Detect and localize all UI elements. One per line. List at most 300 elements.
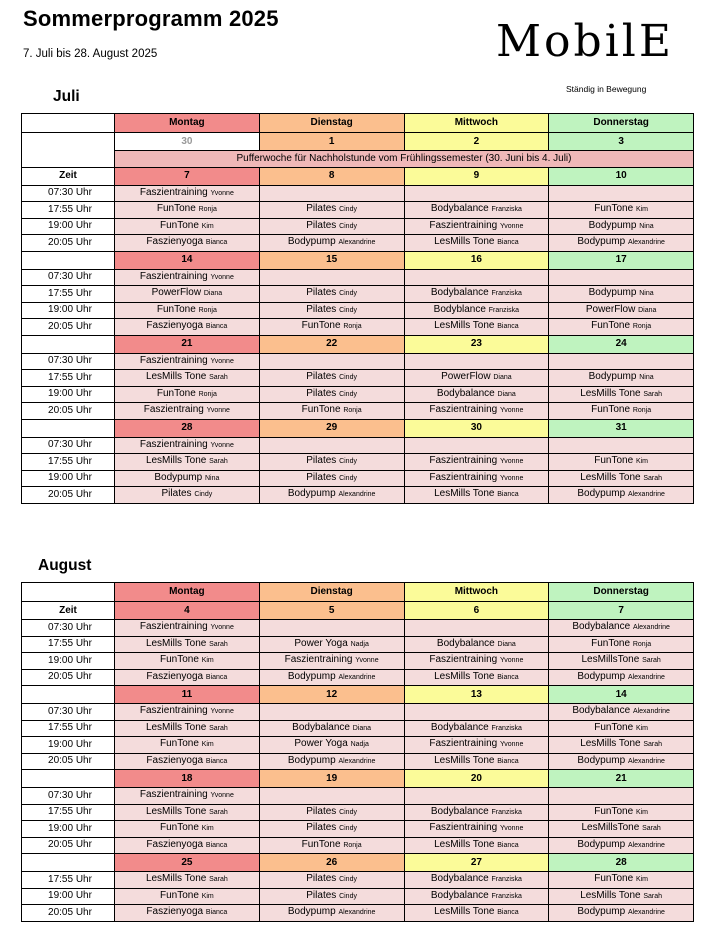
trainer-name: Ronja xyxy=(632,640,652,648)
trainer-name: Cindy xyxy=(339,825,357,833)
trainer-name: Cindy xyxy=(339,876,357,884)
table-row xyxy=(22,353,694,370)
class-name: Pilates xyxy=(306,805,337,817)
lesson-cell xyxy=(549,403,694,420)
class-name: PowerFlow xyxy=(441,371,491,383)
trainer-name: Cindy xyxy=(339,222,357,230)
lesson-cell xyxy=(549,218,694,235)
date-number: 26 xyxy=(259,854,404,872)
lesson-cell xyxy=(115,470,260,487)
date-number: 13 xyxy=(404,686,549,704)
time-slot: 07:30 Uhr xyxy=(22,353,115,370)
lesson-cell xyxy=(115,185,260,202)
trainer-name: Yvonne xyxy=(210,441,234,449)
class-name: LesMills Tone xyxy=(145,371,207,383)
class-name: FunTone xyxy=(591,637,631,649)
lesson-cell xyxy=(404,302,549,319)
page-title: Sommerprogramm 2025 xyxy=(23,6,279,31)
date-number: 21 xyxy=(549,770,694,788)
lesson-cell xyxy=(549,185,694,202)
lesson-cell xyxy=(404,669,549,686)
trainer-name: Alexandrine xyxy=(627,841,665,849)
mobile-logo xyxy=(496,14,674,98)
date-number: 16 xyxy=(404,251,549,269)
lesson-cell xyxy=(115,620,260,637)
table-row xyxy=(22,636,694,653)
schedule-table-august xyxy=(21,582,694,922)
lesson-cell xyxy=(259,185,404,202)
lesson-cell xyxy=(404,636,549,653)
date-number: 27 xyxy=(404,854,549,872)
time-slot: 19:00 Uhr xyxy=(22,302,115,319)
lesson-cell xyxy=(549,804,694,821)
class-name: Bodypump xyxy=(588,287,637,299)
trainer-name: Franziska xyxy=(488,306,520,314)
trainer-name: Cindy xyxy=(339,306,357,314)
date-number: 2 xyxy=(404,133,549,151)
lesson-cell xyxy=(115,888,260,905)
date-number: 17 xyxy=(549,251,694,269)
lesson-cell xyxy=(259,737,404,754)
class-name: FunTone xyxy=(159,822,199,834)
table-row xyxy=(22,753,694,770)
date-number: 7 xyxy=(115,167,260,185)
trainer-name: Alexandrine xyxy=(338,491,376,499)
trainer-name: Yvonne xyxy=(210,708,234,716)
class-name: Bodybalance xyxy=(430,873,489,885)
trainer-name: Kim xyxy=(201,741,214,749)
lesson-cell xyxy=(115,370,260,387)
trainer-name: Yvonne xyxy=(499,222,524,230)
trainer-name: Alexandrine xyxy=(627,239,665,247)
trainer-name: Alexandrine xyxy=(338,239,376,247)
lesson-cell xyxy=(404,620,549,637)
class-name: Faszientraining xyxy=(429,822,498,834)
lesson-cell xyxy=(549,636,694,653)
trainer-name: Cindy xyxy=(339,374,357,382)
lesson-cell xyxy=(404,804,549,821)
trainer-name: Ronja xyxy=(343,841,362,849)
class-name: LesMills Tone xyxy=(580,471,641,483)
class-name: Faszientraining xyxy=(429,738,498,750)
date-number: 30 xyxy=(115,133,260,151)
class-name: FunTone xyxy=(594,203,634,215)
class-name: Faszientraing xyxy=(143,404,204,416)
lesson-cell xyxy=(549,620,694,637)
date-row xyxy=(22,167,694,185)
table-row xyxy=(22,319,694,336)
trainer-name: Cindy xyxy=(339,290,357,298)
time-slot: 20:05 Uhr xyxy=(22,753,115,770)
table-row xyxy=(22,487,694,504)
month-title-august: August xyxy=(38,557,92,574)
trainer-name: Kim xyxy=(201,825,214,833)
time-slot: 07:30 Uhr xyxy=(22,788,115,805)
date-number: 24 xyxy=(549,335,694,353)
trainer-name: Kim xyxy=(635,876,648,884)
class-name: Faszientraining xyxy=(139,438,208,450)
trainer-name: Franziska xyxy=(491,724,522,732)
trainer-name: Ronja xyxy=(632,407,652,415)
trainer-name: Yvonne xyxy=(210,792,234,800)
date-number: 15 xyxy=(259,251,404,269)
date-number: 7 xyxy=(549,602,694,620)
date-number: 6 xyxy=(404,602,549,620)
trainer-name: Diana xyxy=(497,640,516,648)
time-slot: 20:05 Uhr xyxy=(22,905,115,922)
lesson-cell xyxy=(115,353,260,370)
lesson-cell xyxy=(549,370,694,387)
class-name: LesMills Tone xyxy=(145,455,207,467)
date-number: 20 xyxy=(404,770,549,788)
time-slot: 20:05 Uhr xyxy=(22,319,115,336)
lesson-cell xyxy=(115,737,260,754)
lesson-cell xyxy=(549,905,694,922)
class-name: Faszientraining xyxy=(139,705,208,717)
class-name: Bodybalance xyxy=(572,621,631,633)
lesson-cell xyxy=(549,888,694,905)
time-slot: 19:00 Uhr xyxy=(22,653,115,670)
date-number: 9 xyxy=(404,167,549,185)
class-name: LesMills Tone xyxy=(580,387,641,399)
time-slot: 17:55 Uhr xyxy=(22,804,115,821)
class-name: Pilates xyxy=(306,822,337,834)
date-number: 18 xyxy=(115,770,260,788)
lesson-cell xyxy=(404,653,549,670)
trainer-name: Ronja xyxy=(632,323,652,331)
date-number: 3 xyxy=(549,133,694,151)
lesson-cell xyxy=(259,370,404,387)
trainer-name: Bianca xyxy=(497,491,519,499)
date-number: 21 xyxy=(115,335,260,353)
class-name: Bodybalance xyxy=(292,721,350,733)
class-name: Faszientraining xyxy=(139,186,208,198)
lesson-cell xyxy=(115,720,260,737)
trainer-name: Ronja xyxy=(198,390,217,398)
blank-cell xyxy=(22,419,115,437)
time-slot: 07:30 Uhr xyxy=(22,620,115,637)
blank-cell xyxy=(22,335,115,353)
lesson-cell xyxy=(115,653,260,670)
table-row xyxy=(22,269,694,286)
zeit-label: Zeit xyxy=(22,602,115,620)
trainer-name: Alexandrine xyxy=(632,708,670,716)
blank-cell xyxy=(22,770,115,788)
table-row xyxy=(22,218,694,235)
trainer-name: Yvonne xyxy=(206,407,230,415)
trainer-name: Alexandrine xyxy=(627,673,665,681)
class-name: Faszienyoga xyxy=(146,236,204,248)
trainer-name: Kim xyxy=(201,657,214,665)
class-name: Pilates xyxy=(306,471,337,483)
trainer-name: Alexandrine xyxy=(632,624,670,632)
trainer-name: Cindy xyxy=(339,206,357,214)
class-name: PowerFlow xyxy=(151,287,202,299)
lesson-cell xyxy=(259,788,404,805)
lesson-cell xyxy=(549,454,694,471)
trainer-name: Nina xyxy=(639,222,654,230)
class-name: Pilates xyxy=(306,203,337,215)
lesson-cell xyxy=(549,202,694,219)
trainer-name: Nadja xyxy=(350,640,369,648)
class-name: Faszienyoga xyxy=(146,838,204,850)
trainer-name: Bianca xyxy=(205,757,228,765)
lesson-cell xyxy=(259,720,404,737)
trainer-name: Sarah xyxy=(209,640,228,648)
lesson-cell xyxy=(115,669,260,686)
time-slot: 19:00 Uhr xyxy=(22,888,115,905)
lesson-cell xyxy=(259,302,404,319)
class-name: LesMills Tone xyxy=(434,488,495,500)
time-slot: 20:05 Uhr xyxy=(22,403,115,420)
class-name: Bodypump xyxy=(577,754,626,766)
trainer-name: Cindy xyxy=(339,474,357,482)
class-name: Pilates xyxy=(306,371,337,383)
class-name: Bodypump xyxy=(577,906,626,918)
buffer-week-note: Pufferwoche für Nachholstunde vom Frühlingssemester (30. Juni bis 4. Juli) xyxy=(115,151,694,168)
date-number: 28 xyxy=(549,854,694,872)
table-row xyxy=(22,788,694,805)
trainer-name: Alexandrine xyxy=(627,491,665,499)
class-name: LesMills Tone xyxy=(434,906,495,918)
table-row xyxy=(22,235,694,252)
trainer-name: Cindy xyxy=(339,458,357,466)
lesson-cell xyxy=(259,487,404,504)
table-row xyxy=(22,370,694,387)
lesson-cell xyxy=(259,704,404,721)
class-name: Bodypump xyxy=(577,670,626,682)
trainer-name: Sarah xyxy=(643,741,663,749)
class-name: LesMills Tone xyxy=(434,754,495,766)
trainer-name: Yvonne xyxy=(499,825,524,833)
class-name: LesMills Tone xyxy=(580,889,641,901)
trainer-name: Sarah xyxy=(209,724,228,732)
class-name: Faszientraining xyxy=(139,621,208,633)
class-name: LesMills Tone xyxy=(434,320,495,332)
lesson-cell xyxy=(259,804,404,821)
trainer-name: Nadja xyxy=(350,741,369,749)
trainer-name: Cindy xyxy=(339,808,357,816)
class-name: Bodyblance xyxy=(433,303,486,315)
lesson-cell xyxy=(259,636,404,653)
table-row xyxy=(22,202,694,219)
trainer-name: Nina xyxy=(639,290,654,298)
lesson-cell xyxy=(549,235,694,252)
table-row xyxy=(22,720,694,737)
lesson-cell xyxy=(404,269,549,286)
blank-cell xyxy=(22,686,115,704)
lesson-cell xyxy=(404,202,549,219)
lesson-cell xyxy=(115,487,260,504)
table-row xyxy=(22,837,694,854)
lesson-cell xyxy=(115,403,260,420)
lesson-cell xyxy=(404,454,549,471)
lesson-cell xyxy=(115,837,260,854)
weekday-header: Dienstag xyxy=(259,114,404,133)
time-slot: 07:30 Uhr xyxy=(22,437,115,454)
trainer-name: Sarah xyxy=(643,474,663,482)
trainer-name: Bianca xyxy=(497,757,519,765)
trainer-name: Alexandrine xyxy=(627,909,665,917)
trainer-name: Diana xyxy=(352,724,372,732)
lesson-cell xyxy=(259,286,404,303)
class-name: PowerFlow xyxy=(585,303,636,315)
trainer-name: Yvonne xyxy=(210,189,234,197)
trainer-name: Alexandrine xyxy=(627,757,665,765)
class-name: Bodypump xyxy=(287,236,336,248)
class-name: LesMills Tone xyxy=(434,670,495,682)
class-name: Bodypump xyxy=(588,371,637,383)
trainer-name: Sarah xyxy=(209,374,228,382)
lesson-cell xyxy=(404,737,549,754)
lesson-cell xyxy=(549,720,694,737)
trainer-name: Franziska xyxy=(491,876,522,884)
lesson-cell xyxy=(259,403,404,420)
class-name: Pilates xyxy=(161,488,192,500)
table-row xyxy=(22,872,694,889)
time-slot: 17:55 Uhr xyxy=(22,202,115,219)
trainer-name: Ronja xyxy=(198,306,217,314)
lesson-cell xyxy=(115,788,260,805)
lesson-cell xyxy=(549,821,694,838)
trainer-name: Kim xyxy=(635,458,648,466)
table-row xyxy=(22,653,694,670)
trainer-name: Sarah xyxy=(642,825,661,833)
class-name: Bodybalance xyxy=(436,637,495,649)
table-row xyxy=(22,437,694,454)
lesson-cell xyxy=(259,454,404,471)
lesson-cell xyxy=(259,653,404,670)
time-slot: 07:30 Uhr xyxy=(22,269,115,286)
lesson-cell xyxy=(404,403,549,420)
lesson-cell xyxy=(115,804,260,821)
date-row xyxy=(22,854,694,872)
date-row xyxy=(22,770,694,788)
trainer-name: Sarah xyxy=(643,390,663,398)
weekday-header: Donnerstag xyxy=(549,114,694,133)
class-name: Bodypump xyxy=(287,906,336,918)
trainer-name: Cindy xyxy=(194,491,213,499)
lesson-cell xyxy=(259,905,404,922)
time-slot: 07:30 Uhr xyxy=(22,185,115,202)
class-name: FunTone xyxy=(156,387,196,399)
date-number: 25 xyxy=(115,854,260,872)
lesson-cell xyxy=(259,202,404,219)
trainer-name: Kim xyxy=(635,724,648,732)
lesson-cell xyxy=(549,353,694,370)
trainer-name: Cindy xyxy=(339,892,357,900)
lesson-cell xyxy=(115,872,260,889)
lesson-cell xyxy=(259,319,404,336)
time-slot: 17:55 Uhr xyxy=(22,370,115,387)
class-name: Faszientraining xyxy=(139,270,208,282)
lesson-cell xyxy=(259,353,404,370)
blank-cell xyxy=(22,114,115,133)
lesson-cell xyxy=(549,737,694,754)
lesson-cell xyxy=(549,487,694,504)
trainer-name: Alexandrine xyxy=(338,757,376,765)
trainer-name: Diana xyxy=(203,290,223,298)
logo-tagline: Ständig in Bewegung xyxy=(566,84,647,94)
lesson-cell xyxy=(549,470,694,487)
lesson-cell xyxy=(549,386,694,403)
date-number: 30 xyxy=(404,419,549,437)
lesson-cell xyxy=(115,905,260,922)
month-title-juli: Juli xyxy=(53,88,80,105)
date-number: 4 xyxy=(115,602,260,620)
lesson-cell xyxy=(549,872,694,889)
trainer-name: Bianca xyxy=(205,909,228,917)
class-name: Bodypump xyxy=(287,670,336,682)
class-name: Faszientraining xyxy=(429,471,498,483)
class-name: Power Yoga xyxy=(294,637,348,649)
class-name: Faszientraining xyxy=(429,404,498,416)
class-name: FunTone xyxy=(591,320,631,332)
table-row xyxy=(22,804,694,821)
trainer-name: Yvonne xyxy=(499,407,524,415)
date-row xyxy=(22,686,694,704)
class-name: LesMills Tone xyxy=(434,236,495,248)
lesson-cell xyxy=(549,319,694,336)
class-name: Faszientraining xyxy=(139,354,208,366)
lesson-cell xyxy=(549,669,694,686)
class-name: FunTone xyxy=(594,455,634,467)
trainer-name: Bianca xyxy=(205,239,228,247)
lesson-cell xyxy=(115,286,260,303)
trainer-name: Bianca xyxy=(497,841,519,849)
time-slot: 17:55 Uhr xyxy=(22,636,115,653)
time-slot: 19:00 Uhr xyxy=(22,386,115,403)
trainer-name: Franziska xyxy=(491,892,522,900)
class-name: Faszienyoga xyxy=(146,906,204,918)
trainer-name: Alexandrine xyxy=(338,909,376,917)
class-name: FunTone xyxy=(159,738,199,750)
class-name: FunTone xyxy=(159,219,199,231)
schedule-table-juli xyxy=(21,113,694,504)
date-number: 8 xyxy=(259,167,404,185)
trainer-name: Yvonne xyxy=(210,624,234,632)
lesson-cell xyxy=(404,235,549,252)
trainer-name: Ronja xyxy=(198,206,217,214)
lesson-cell xyxy=(404,704,549,721)
lesson-cell xyxy=(404,872,549,889)
class-name: Faszienyoga xyxy=(146,320,204,332)
class-name: Power Yoga xyxy=(294,738,348,750)
class-name: LesMillsTone xyxy=(581,822,640,834)
class-name: Bodypump xyxy=(577,488,626,500)
class-name: FunTone xyxy=(159,889,199,901)
blank-cell xyxy=(22,133,115,168)
lesson-cell xyxy=(404,370,549,387)
lesson-cell xyxy=(259,821,404,838)
lesson-cell xyxy=(115,454,260,471)
class-name: LesMills Tone xyxy=(145,721,207,733)
date-number: 28 xyxy=(115,419,260,437)
trainer-name: Diana xyxy=(497,390,516,398)
date-number: 29 xyxy=(259,419,404,437)
trainer-name: Sarah xyxy=(209,808,228,816)
lesson-cell xyxy=(404,905,549,922)
date-row xyxy=(22,335,694,353)
lesson-cell xyxy=(404,888,549,905)
zeit-label: Zeit xyxy=(22,167,115,185)
class-name: Bodybalance xyxy=(430,721,489,733)
lesson-cell xyxy=(115,821,260,838)
lesson-cell xyxy=(404,788,549,805)
table-row xyxy=(22,704,694,721)
date-number: 1 xyxy=(259,133,404,151)
weekday-header-row xyxy=(22,114,694,133)
